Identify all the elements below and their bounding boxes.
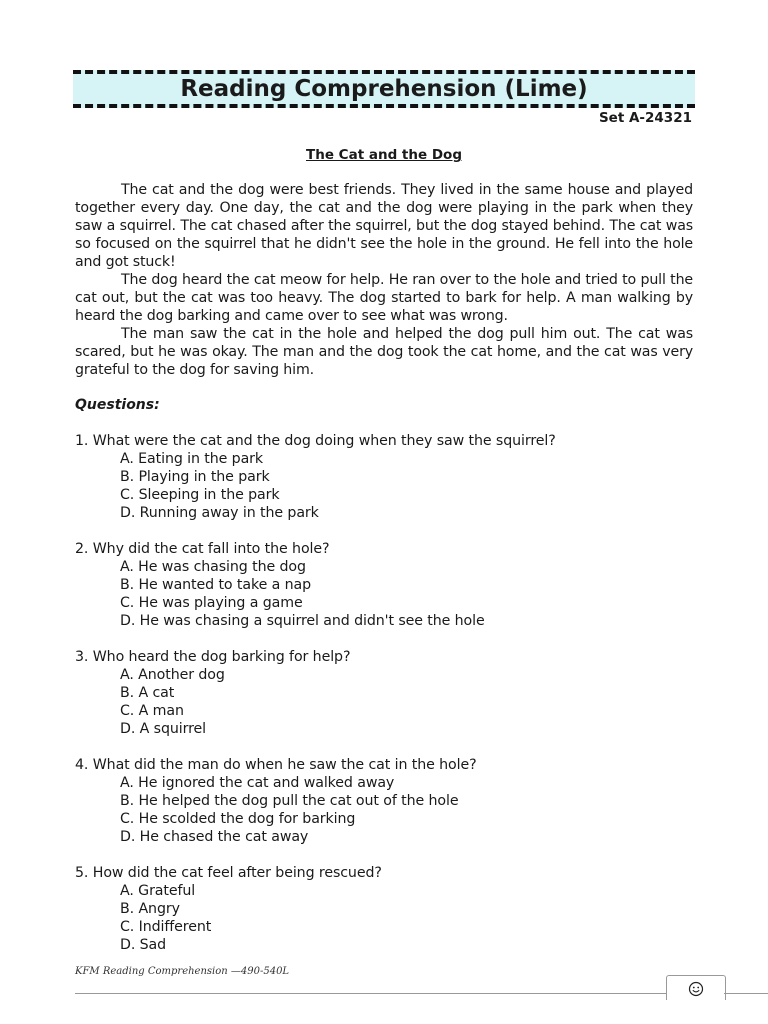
story-body <box>75 181 693 379</box>
answer-option: A. Another dog <box>120 667 225 683</box>
answer-option: A. Eating in the park <box>120 451 264 467</box>
answer-option: B. Angry <box>120 901 180 917</box>
answer-option: B. A cat <box>120 685 175 701</box>
answer-option: D. He was chasing a squirrel and didn't see the hole <box>120 613 485 629</box>
answer-option: C. He scolded the dog for barking <box>120 811 356 827</box>
answer-option: D. Sad <box>120 937 167 953</box>
question-1 <box>75 432 705 522</box>
answer-option: C. A man <box>120 703 184 719</box>
question-2 <box>75 540 705 630</box>
answer-option: D. Running away in the park <box>120 505 319 521</box>
answer-option: A. He was chasing the dog <box>120 559 306 575</box>
story-paragraph: The man saw the cat in the hole and helped the dog pull him out. The cat was scared, but he was okay. The man and the dog took the cat home, and the cat was very grateful to the dog for saving him. <box>75 326 693 378</box>
question-4 <box>75 756 705 846</box>
footer-rule <box>75 993 667 994</box>
questions-heading: Questions: <box>75 397 160 413</box>
question-text: 1. What were the cat and the dog doing when they saw the squirrel? <box>75 433 556 449</box>
answer-option: C. Sleeping in the park <box>120 487 280 503</box>
smiley-icon <box>688 981 704 997</box>
question-text: 2. Why did the cat fall into the hole? <box>75 541 330 557</box>
story-paragraph: The dog heard the cat meow for help. He ran over to the hole and tried to pull the cat out, but the cat was too heavy. The dog started to bark for help. A man walking by heard the dog barking and came over to see what was wrong. <box>75 272 693 324</box>
story-title: The Cat and the Dog <box>306 147 462 163</box>
answer-option: B. He helped the dog pull the cat out of the hole <box>120 793 459 809</box>
answer-option: C. Indifferent <box>120 919 212 935</box>
page-title: Reading Comprehension (Lime) <box>180 76 588 102</box>
answer-option: D. A squirrel <box>120 721 206 737</box>
footer-label: KFM Reading Comprehension —490-540L <box>75 966 290 977</box>
answer-option: C. He was playing a game <box>120 595 303 611</box>
footer-rule-right <box>724 993 768 994</box>
answer-option: B. Playing in the park <box>120 469 270 485</box>
answer-option: A. He ignored the cat and walked away <box>120 775 395 791</box>
answer-option: B. He wanted to take a nap <box>120 577 312 593</box>
question-5 <box>75 864 705 954</box>
question-text: 5. How did the cat feel after being rescued? <box>75 865 382 881</box>
questions-list <box>75 432 705 972</box>
answer-option: A. Grateful <box>120 883 196 899</box>
bottom-dashed-border <box>73 104 695 108</box>
set-id: Set A-24321 <box>598 110 692 126</box>
question-text: 3. Who heard the dog barking for help? <box>75 649 351 665</box>
story-paragraph: The cat and the dog were best friends. They lived in the same house and played together every day. One day, the cat and the dog were playing in the park when they saw a squirrel. The cat chased after the squirrel, but the dog stayed behind. The cat was so focused on the squirrel that he didn't see the hole in the ground. He fell into the hole and got stuck! <box>75 182 693 270</box>
answer-option: D. He chased the cat away <box>120 829 309 845</box>
question-text: 4. What did the man do when he saw the cat in the hole? <box>75 757 477 773</box>
question-3 <box>75 648 705 738</box>
